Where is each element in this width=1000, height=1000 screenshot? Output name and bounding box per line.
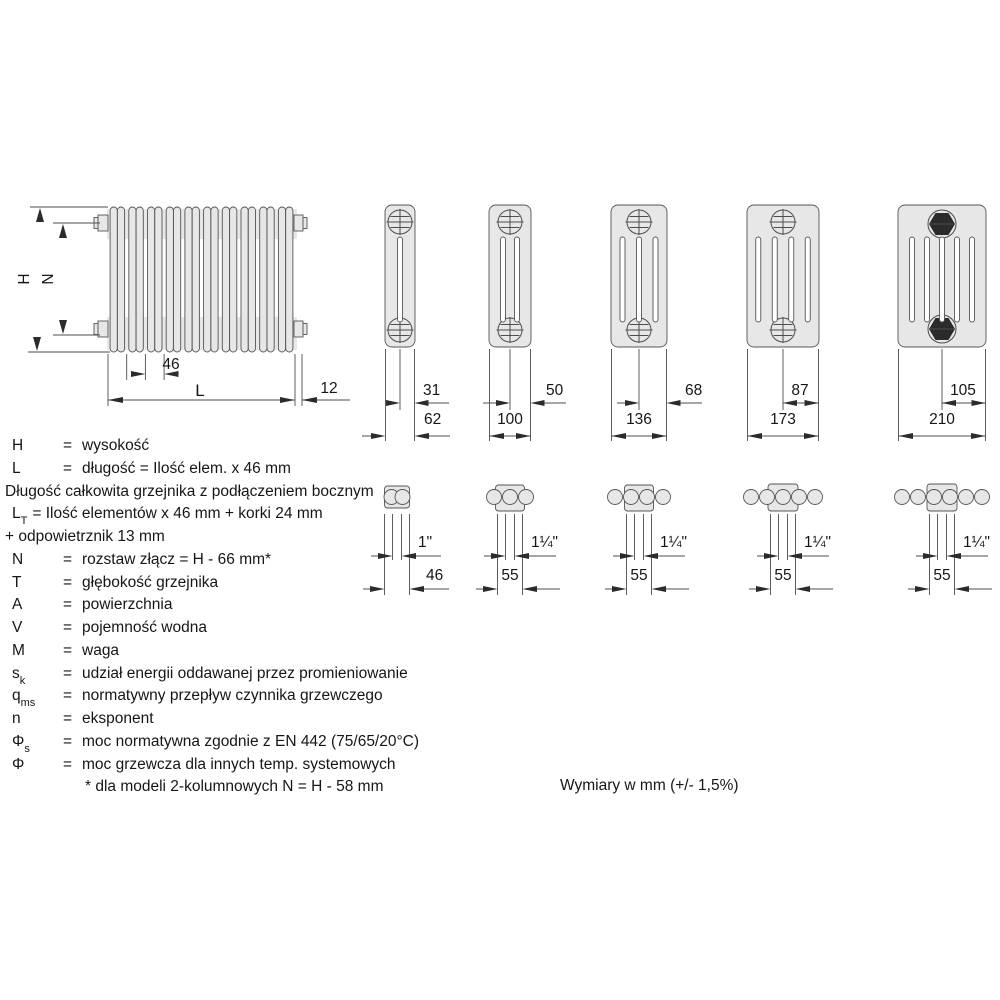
legend-description: długość = Ilość elem. x 46 mm — [82, 459, 291, 477]
column-tube — [624, 490, 639, 505]
half-depth-value: 87 — [791, 382, 809, 399]
height-label: H — [16, 273, 33, 285]
equals-sign: = — [63, 596, 73, 614]
legend-symbol-base: H — [12, 437, 24, 454]
radiator-tube — [286, 207, 293, 352]
arrow-down-icon — [33, 337, 41, 351]
half-depth-value: 31 — [423, 382, 441, 399]
column-slot — [756, 237, 761, 322]
dimension-length-L — [108, 354, 302, 406]
profile-5-column — [747, 205, 819, 441]
legend-symbol — [12, 619, 22, 637]
column-slot — [637, 237, 642, 322]
dimensions-footnote: Wymiary w mm (+/- 1,5%) — [560, 777, 739, 794]
nipple-cap — [303, 218, 307, 229]
top-view-5-column — [744, 484, 834, 595]
profile-4-column — [611, 205, 702, 441]
equals-sign: = — [63, 664, 73, 682]
legend-symbol-base: N — [12, 550, 24, 568]
half-depth-value: 68 — [685, 382, 703, 399]
radiator-tube — [129, 207, 136, 352]
radiator-tube — [174, 207, 181, 352]
legend-symbol-base: L — [12, 505, 21, 523]
radiator-tube — [241, 207, 248, 352]
column-slot — [398, 237, 403, 322]
legend-symbol-base: T — [12, 573, 22, 591]
column-tube — [895, 490, 910, 505]
legend-symbol-subscript: s — [24, 742, 30, 755]
legend-symbol-base: L — [12, 459, 21, 477]
nipple — [294, 321, 303, 337]
connection-size-value: 1¼" — [804, 534, 832, 551]
column-tube — [744, 490, 759, 505]
legend-description: Długość całkowita grzejnika z podłączeniem bocznym — [5, 482, 374, 500]
legend-symbol-subscript: k — [19, 674, 26, 687]
legend-description: waga — [82, 641, 120, 659]
equals-sign: = — [63, 437, 73, 454]
radiator-tube — [267, 207, 274, 352]
legend-symbol — [12, 460, 21, 478]
axis-spacing-label: N — [40, 273, 57, 285]
column-tube — [792, 490, 807, 505]
column-tube — [487, 490, 502, 505]
top-view-6-column — [895, 484, 993, 595]
arrow-up-icon — [36, 208, 44, 222]
half-depth-value: 105 — [950, 382, 976, 399]
radiator-tube — [136, 207, 143, 352]
column-tube — [911, 490, 926, 505]
legend-symbol-base: s — [12, 664, 20, 682]
column-tube — [608, 490, 623, 505]
equals-sign: = — [63, 619, 73, 636]
column-slot — [955, 237, 960, 322]
legend-description: powierzchnia — [82, 596, 173, 614]
column-tube — [640, 490, 655, 505]
depth-value: 210 — [929, 411, 955, 428]
connection-size-value: 1" — [418, 534, 433, 551]
top-view-4-column — [605, 485, 689, 595]
depth-value: 100 — [497, 411, 523, 428]
legend-symbol — [12, 437, 23, 455]
column-slot — [515, 237, 520, 322]
dimension-element-pitch — [127, 354, 180, 380]
radiator-tube — [166, 207, 173, 352]
column-slot — [501, 237, 506, 322]
legend-symbol — [12, 596, 22, 614]
top-view-3-column — [476, 485, 560, 595]
nipple-cap — [94, 324, 98, 335]
legend-description: pojemność wodna — [82, 619, 207, 636]
legend-symbol — [12, 756, 24, 774]
equals-sign: = — [63, 732, 73, 750]
radiator-tube — [230, 207, 237, 352]
radiator-tube — [155, 207, 162, 352]
pitch-value: 55 — [933, 567, 951, 584]
legend-symbol — [12, 505, 28, 528]
depth-value: 173 — [770, 411, 796, 428]
radiator-tube — [260, 207, 267, 352]
length-label: L — [195, 381, 205, 400]
radiator-tube — [148, 207, 155, 352]
nipple-cap — [303, 324, 307, 335]
radiator-tube — [248, 207, 255, 352]
legend-description: udział energii oddawanej przez promieniowanie — [82, 664, 408, 682]
legend-symbol-base: Φ — [12, 755, 25, 773]
column-tube — [943, 490, 958, 505]
legend-description: moc grzewcza dla innych temp. systemowych — [82, 755, 396, 773]
legend-description: wysokość — [82, 437, 150, 454]
column-slot — [910, 237, 915, 322]
legend-symbol-base: Φ — [12, 732, 25, 750]
equals-sign: = — [63, 687, 73, 705]
pitch-value: 55 — [630, 567, 648, 584]
legend-description: + odpowietrznik 13 mm — [5, 528, 165, 545]
equals-sign: = — [63, 755, 73, 773]
legend-description: rozstaw złącz = H - 66 mm* — [82, 550, 272, 568]
radiator-tube — [117, 207, 124, 352]
legend-symbol-base: n — [12, 710, 21, 727]
legend-description: moc normatywna zgodnie z EN 442 (75/65/20°C) — [82, 732, 420, 750]
column-tube — [760, 490, 775, 505]
column-tube — [519, 490, 534, 505]
column-tube — [808, 490, 823, 505]
radiator-tube — [222, 207, 229, 352]
legend-symbol-base: M — [12, 641, 25, 659]
legend-symbol-base: A — [12, 596, 23, 614]
depth-value: 136 — [626, 411, 652, 428]
radiator-tube — [185, 207, 192, 352]
legend-description: głębokość grzejnika — [82, 573, 219, 591]
legend-row — [3, 505, 323, 527]
depth-value: 62 — [424, 411, 442, 428]
equals-sign: = — [63, 641, 73, 659]
nipple — [294, 215, 303, 231]
pitch-value: 55 — [774, 567, 792, 584]
end-offset-value: 12 — [320, 380, 338, 397]
legend-symbol-subscript: T — [20, 515, 28, 528]
arrow-down-icon — [59, 320, 67, 334]
profile-6-column — [898, 205, 986, 441]
dimension-end-offset — [302, 380, 350, 403]
legend-description: eksponent — [82, 710, 154, 727]
column-tube — [776, 490, 791, 505]
legend-description: = Ilość elementów x 46 mm + korki 24 mm — [32, 505, 323, 523]
column-tube — [959, 490, 974, 505]
equals-sign: = — [63, 573, 73, 591]
column-tube — [975, 490, 990, 505]
arrow-right-icon — [280, 397, 295, 403]
legend-symbol — [12, 551, 23, 569]
legend-symbol — [12, 732, 30, 755]
profile-3-column — [483, 205, 566, 441]
legend-symbol-subscript: ms — [20, 697, 36, 710]
profile-2-column — [362, 205, 450, 441]
column-slot — [620, 237, 625, 322]
radiator-tube — [204, 207, 211, 352]
legend-description: * dla modeli 2-kolumnowych N = H - 58 mm — [85, 778, 384, 796]
legend-symbol — [12, 574, 21, 592]
equals-sign: = — [63, 550, 73, 568]
column-slot — [772, 237, 777, 322]
column-slot — [970, 237, 975, 322]
element-pitch-value: 46 — [162, 356, 180, 373]
equals-sign: = — [63, 710, 73, 727]
column-tube — [656, 490, 671, 505]
arrow-up-icon — [59, 224, 67, 238]
legend-symbol-base: q — [12, 687, 21, 705]
column-slot — [653, 237, 658, 322]
legend-symbol — [12, 664, 26, 687]
connection-size-value: 1¼" — [531, 534, 559, 551]
dimension-axis-spacing-N — [40, 223, 100, 335]
column-slot — [940, 237, 945, 322]
radiator-tube — [192, 207, 199, 352]
column-tube — [503, 490, 518, 505]
column-slot — [925, 237, 930, 322]
connection-size-value: 1¼" — [963, 534, 991, 551]
front-view-radiator — [94, 207, 307, 352]
legend-symbol — [12, 642, 25, 660]
column-slot — [789, 237, 794, 322]
arrow-left-icon — [302, 397, 317, 403]
column-tube — [927, 490, 942, 505]
legend-description: normatywny przepływ czynnika grzewczego — [82, 687, 383, 705]
legend-symbol — [12, 710, 21, 728]
connection-size-value: 1¼" — [660, 534, 688, 551]
half-depth-value: 50 — [546, 382, 564, 399]
radiator-tube — [278, 207, 285, 352]
equals-sign: = — [63, 459, 73, 477]
pitch-value: 55 — [501, 567, 519, 584]
arrow-left-icon — [108, 397, 123, 403]
pitch-value: 46 — [426, 567, 444, 584]
column-slot — [805, 237, 810, 322]
radiator-tube — [211, 207, 218, 352]
legend-symbol — [12, 687, 36, 710]
radiator-tube — [110, 207, 117, 352]
legend-symbol-base: V — [12, 619, 23, 636]
arrow-right-icon — [131, 371, 145, 377]
legend — [3, 437, 483, 807]
